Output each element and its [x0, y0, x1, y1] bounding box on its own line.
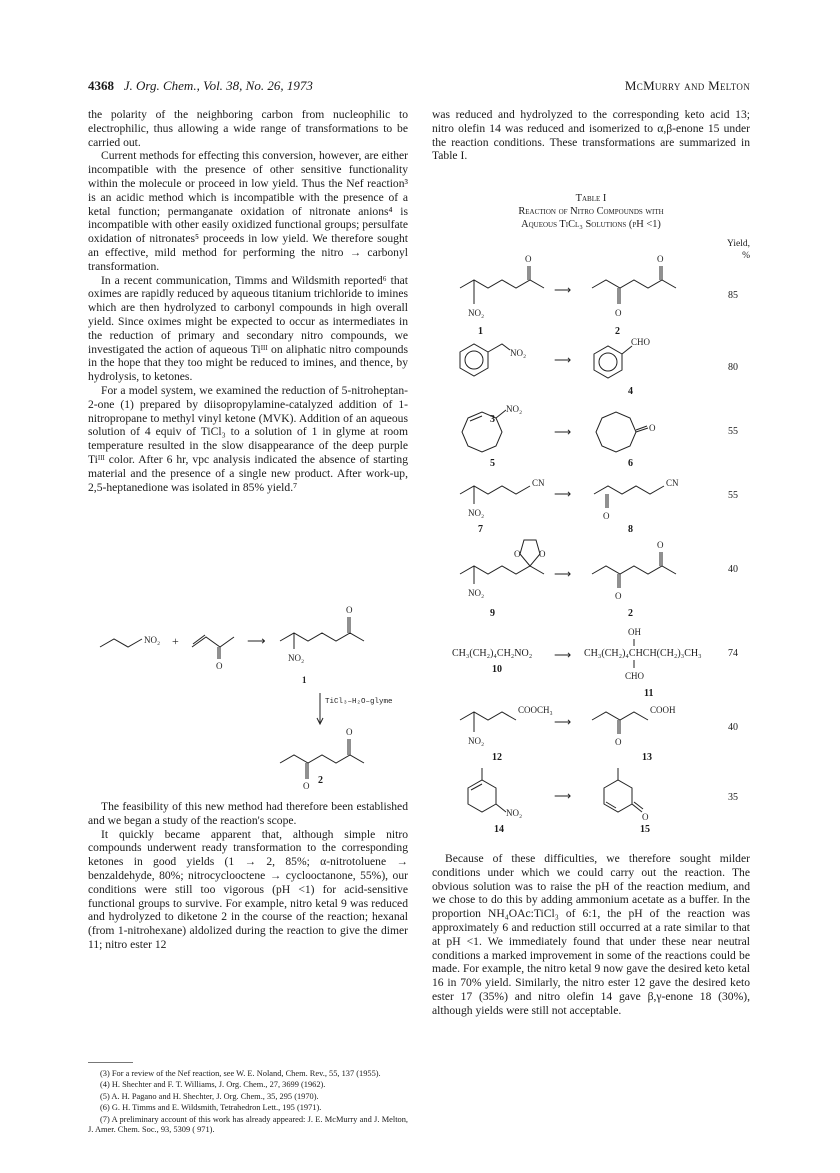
- compound-number: 2: [628, 608, 633, 619]
- footnotes: [88, 1062, 408, 1136]
- paragraph: was reduced and hydrolyzed to the corresponding keto acid 13; nitro olefin 14 was reduced and isomerized to α,β-enone 15 under the reaction conditions. These transformations are summarized in Table I.: [432, 108, 750, 163]
- reaction-arrow: ⟶: [554, 487, 572, 501]
- compound-number: 10: [492, 664, 502, 675]
- compound-number: 1: [478, 326, 483, 337]
- reaction-arrow: ⟶: [554, 648, 572, 662]
- oxygen-label: O: [615, 737, 622, 747]
- yield-value: 40: [728, 722, 738, 733]
- structure-9: [460, 566, 544, 574]
- oxygen-label: O: [346, 605, 353, 615]
- reaction-arrow: ⟶: [554, 789, 572, 803]
- journal-citation: J. Org. Chem., Vol. 38, No. 26, 1973: [123, 78, 313, 93]
- table-structures: [432, 232, 732, 847]
- paragraph: For a model system, we examined the reduction of 5-nitroheptan-2-one (1) prepared by diisopropylamine-catalyzed addition of 1-nitropropane to methyl vinyl ketone (MVK). Addition of an aqueous solution of 4 equiv of TiCl₃ to a solution of 1 in glyme at room temperature resulted in the slow disappearance of the deep purple Tiᴵᴵᴵ color. After 6 hr, vpc analysis indicated the absence of starting material and the presence of a single new product. After work-up, 2,5-heptanedione was isolated in 85% yield.⁷: [88, 383, 408, 494]
- benzene-ring: [460, 344, 488, 376]
- mvk-bond: [192, 637, 234, 647]
- yield-value: 35: [728, 792, 738, 803]
- nitropropane-bond: [100, 639, 142, 647]
- compound-number: 5: [490, 458, 495, 469]
- structure-2: [592, 280, 676, 288]
- plus-sign: +: [172, 634, 179, 648]
- paragraph: In a recent communication, Timms and Wildsmith reported⁶ that oximes are rapidly reduced by aqueous titanium trichloride to imines which are then hydrolyzed to carbonyl compounds in high overall yield. Since oximes might be expected to occur as intermediates in the reduction of primary and secondary nitro compounds, we investigated the action of aqueous Tiᴵᴵᴵ on aliphatic nitro compounds in the hope that they too might be reduced to imines, and thence, by hydrolysis, to ketones.: [88, 273, 408, 384]
- footnote: (5) A. H. Pagano and H. Shechter, J. Org. Chem., 35, 295 (1970).: [100, 1091, 319, 1101]
- paragraph: Because of these difficulties, we therefore sought milder conditions under which we could carry out the reaction. The obvious solution was to raise the pH of the reaction medium, and we chose to do this by adding ammonium acetate as a buffer. In the proportion NH₄OAc:TiCl₃ of 6:1, the pH of the reaction was approximately 6 and reduction still occurred at a rate similar to that at pH <1. We immediately found that under these near neutral conditions a marked improvement in some of the reactions could be made. For example, the nitro ketal 9 now gave the desired keto ketal 16 in 70% yield. Similarly, the nitro ester 12 gave the desired keto ester 17 (35%) and nitro olefin 14 gave β,γ-enone 18 (30%), although yields were still not acceptable.: [432, 852, 750, 1017]
- nitro-label: NO₂: [510, 348, 527, 358]
- formula-11: CH₃(CH₂)₄CHCH(CH₂)₃CH₃: [584, 648, 702, 659]
- bond: [488, 344, 510, 352]
- reaction-conditions: TiCl₃–H₂O–glyme: [325, 698, 393, 706]
- compound-number: 9: [490, 608, 495, 619]
- yield-value: 55: [728, 490, 738, 501]
- compound-number: 14: [494, 824, 504, 835]
- right-column-lower-text: [432, 852, 750, 1018]
- nitrile-label: CN: [532, 478, 545, 488]
- structure-2: [592, 566, 676, 574]
- oxygen-label: O: [303, 781, 310, 791]
- reaction-arrow: ⟶: [554, 283, 572, 297]
- cyclooctanone-ring: [596, 412, 636, 452]
- yield-value: 74: [728, 648, 738, 659]
- page-number: 4368: [88, 78, 114, 93]
- aldehyde-label: CHO: [625, 671, 645, 681]
- nitro-label: NO₂: [144, 635, 161, 645]
- compound-number: 8: [628, 524, 633, 535]
- yield-header-unit: %: [742, 251, 750, 261]
- bond: [496, 804, 506, 812]
- oxygen-label: O: [657, 540, 664, 550]
- footnote: (4) H. Shechter and F. T. Williams, J. Org. Chem., 27, 3699 (1962).: [100, 1080, 326, 1090]
- compound-number: 2: [318, 775, 323, 786]
- compound-number: 15: [640, 824, 650, 835]
- table-subtitle: Aqueous TiCl₃ Solutions (pH <1): [521, 219, 661, 230]
- table-subtitle: Reaction of Nitro Compounds with: [518, 206, 664, 217]
- compound-2-chain: [280, 755, 364, 763]
- compound-number: 2: [615, 326, 620, 337]
- compound-number: 11: [644, 688, 654, 699]
- running-authors: McMurry and Melton: [624, 78, 750, 93]
- bond: [632, 804, 642, 812]
- compound-1-chain: [280, 633, 364, 641]
- nitro-label: NO₂: [288, 653, 305, 663]
- table-heading: [432, 192, 750, 231]
- scheme-structures: [92, 605, 412, 795]
- dioxolane-ring: [520, 540, 540, 566]
- oxygen-label: O: [525, 254, 532, 264]
- footnote: (7) A preliminary account of this work has already appeared: J. E. McMurry and J. Melton, J. Amer. Chem. Soc., 93, 5309 ( 971).: [88, 1114, 408, 1135]
- paragraph: the polarity of the neighboring carbon from nucleophilic to electrophilic, thus allowing a wide range of transformations to be carried out.: [88, 108, 408, 149]
- oxygen-label: O: [657, 254, 664, 264]
- aldehyde-label: CHO: [631, 337, 651, 347]
- compound-number: 6: [628, 458, 633, 469]
- oxygen-label: O: [642, 812, 649, 822]
- reaction-scheme: [92, 605, 412, 795]
- table-title: Table I: [575, 193, 607, 204]
- compound-number: 3: [490, 414, 495, 425]
- cyclohexene-ring: [468, 780, 496, 812]
- structure-7: [460, 486, 530, 494]
- cyclohexenone-ring: [604, 780, 632, 812]
- yield-value: 40: [728, 564, 738, 575]
- footnote-rule: [88, 1062, 133, 1063]
- oxygen-label: O: [615, 591, 622, 601]
- yield-header-label: Yield,: [727, 239, 750, 249]
- oxygen-label: O: [216, 661, 223, 671]
- nitro-label: NO₂: [468, 308, 485, 318]
- compound-number: 7: [478, 524, 483, 535]
- table-1: [432, 232, 750, 847]
- structure-13: [592, 712, 648, 720]
- oxygen-label: O: [615, 308, 622, 318]
- oxygen-label: O: [539, 549, 546, 559]
- compound-number: 4: [628, 386, 633, 397]
- yield-value: 55: [728, 426, 738, 437]
- footnote: (3) For a review of the Nef reaction, see W. E. Noland, Chem. Rev., 55, 137 (1955).: [100, 1069, 381, 1078]
- reaction-arrow: ⟶: [554, 353, 572, 367]
- paragraph: It quickly became apparent that, although simple nitro compounds underwent ready transformation to the corresponding ketones in good yields (1 → 2, 85%; α-nitrotoluene → benzaldehyde, 80%; nitrocyclooctene → cyclooctanone, 55%), our conditions were still too vigorous (pH <1) for acid-sensitive functional groups to survive. For example, nitro ketal 9 was reduced and hydrolyzed to diketone 2 in the course of the reaction; hexanal (from 1-nitrohexane) aldolized during the reaction to give the dimer 11; nitro ester 12: [88, 827, 408, 951]
- nitro-label: NO₂: [468, 736, 485, 746]
- acid-label: COOH: [650, 705, 676, 715]
- running-header: [88, 78, 750, 98]
- nitro-label: NO₂: [468, 508, 485, 518]
- compound-number: 13: [642, 752, 652, 763]
- bond: [622, 346, 632, 354]
- reaction-arrow: ⟶: [554, 715, 572, 729]
- paragraph: Current methods for effecting this conversion, however, are either incompatible with the presence of other sensitive functionality within the molecule or proceed in low yield. Thus the Nef reaction³ is an acidic method which is incompatible with the presence of a ketal function; permanganate oxidation of nitronate anions⁴ is incompatible with other easily oxidized functional groups; persulfate oxidation of nitronates⁵ proceeds in low yield. We therefore sought an effective, mild method for performing the nitro → carbonyl transformation.: [88, 149, 408, 273]
- compound-number: 12: [492, 752, 502, 763]
- oxygen-label: O: [649, 423, 656, 433]
- ester-label: COOCH₃: [518, 705, 553, 715]
- left-column-text: [88, 108, 408, 494]
- nitro-label: NO₂: [506, 404, 523, 414]
- reaction-arrow: ⟶: [554, 425, 572, 439]
- structure-8: [594, 486, 664, 494]
- hydroxyl-label: OH: [628, 627, 641, 637]
- yield-column-header: [727, 238, 750, 262]
- left-column-lower-text: [88, 800, 408, 952]
- structure-1: [460, 280, 544, 288]
- oxygen-label: O: [346, 727, 353, 737]
- yield-value: 85: [728, 290, 738, 301]
- right-column-text: [432, 108, 750, 163]
- bond: [634, 802, 643, 809]
- nitro-label: NO₂: [506, 808, 523, 818]
- double-bond: [606, 802, 616, 808]
- oxygen-label: O: [514, 549, 521, 559]
- nitro-label: NO₂: [468, 588, 485, 598]
- reaction-arrow: ⟶: [247, 633, 266, 648]
- structure-12: [460, 712, 516, 720]
- compound-number: 1: [302, 675, 307, 685]
- oxygen-label: O: [603, 511, 610, 521]
- aromatic-circle: [465, 351, 483, 369]
- bond: [636, 428, 648, 432]
- aromatic-circle: [599, 353, 617, 371]
- benzene-ring: [594, 346, 622, 378]
- footnote: (6) G. H. Timms and E. Wildsmith, Tetrahedron Lett., 195 (1971).: [100, 1103, 322, 1113]
- bond: [496, 410, 506, 418]
- nitrile-label: CN: [666, 478, 679, 488]
- paragraph: The feasibility of this new method had therefore been established and we began a study of the reaction's scope.: [88, 800, 408, 827]
- formula-10: CH₃(CH₂)₄CH₂NO₂: [452, 648, 533, 659]
- reaction-arrow: ⟶: [554, 567, 572, 581]
- yield-value: 80: [728, 362, 738, 373]
